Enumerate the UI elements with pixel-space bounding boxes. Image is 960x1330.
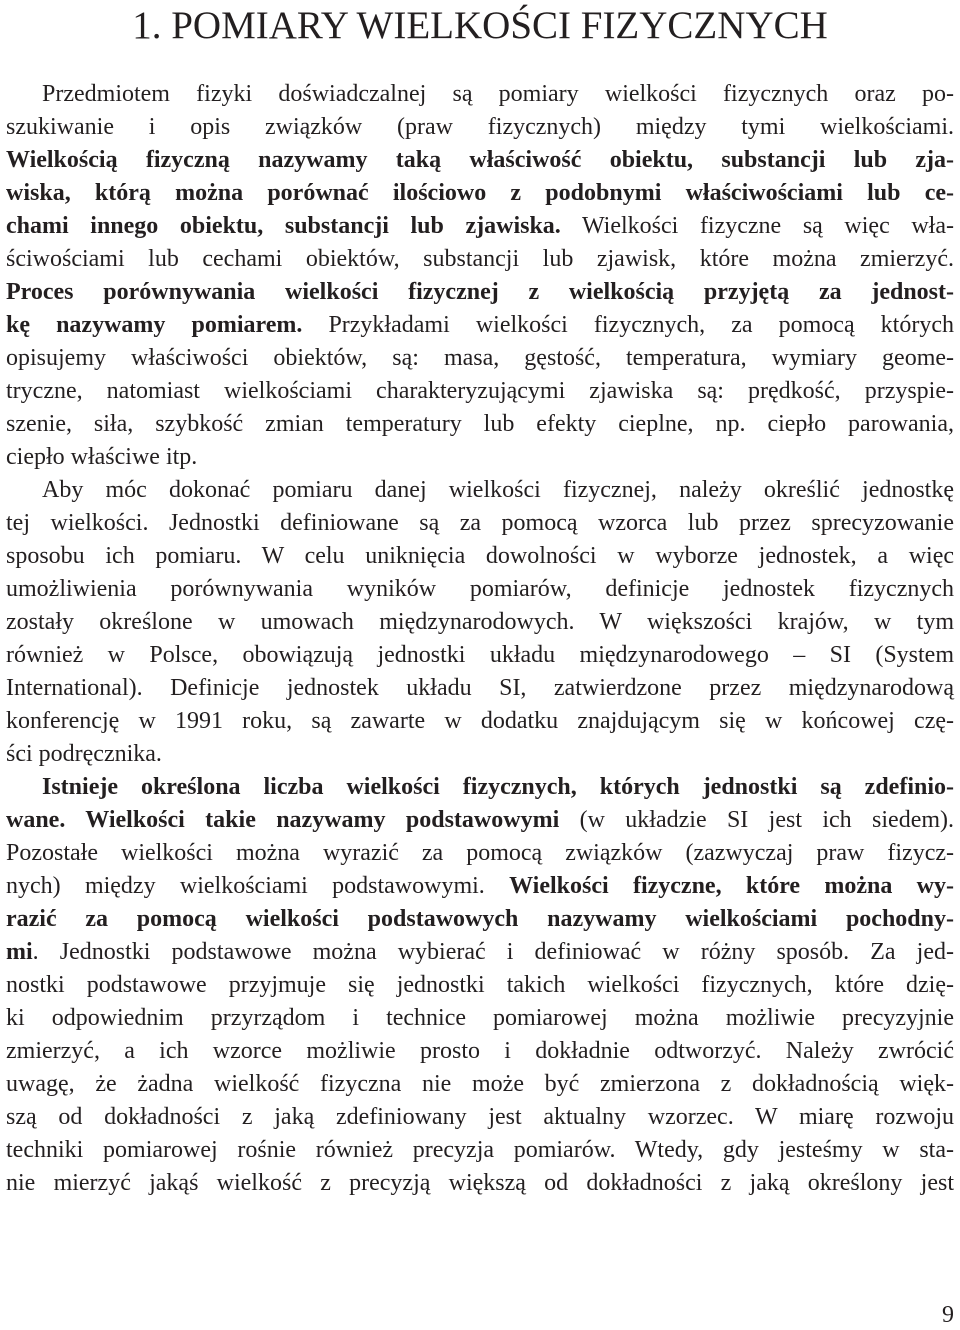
text-segment: (w układzie SI jest ich siedem). [559,807,955,833]
bold-text-segment: razić za pomocą wielkości podstawowych nazywamy wielkościami pochodny- [6,906,954,932]
text-line [6,672,954,705]
text-segment: ściwościami lub cechami obiektów, substancji lub zjawisk, które można zmierzyć. [6,246,954,272]
text-segment: szą od dokładności z jaką zdefiniowany jest aktualny wzorzec. W miarę rozwoju [6,1104,954,1130]
text-line [6,243,954,276]
bold-text-segment: wiska, którą można porównać ilościowo z podobnymi właściwościami lub ce- [6,180,954,206]
text-segment: Przykładami wielkości fizycznych, za pomocą których [302,312,954,338]
text-segment: również w Polsce, obowiązują jednostki układu międzynarodowego – SI (System [6,642,954,668]
text-line [6,309,954,342]
text-line [6,441,954,474]
text-line [6,210,954,243]
bold-text-segment: mi [6,939,33,965]
text-line [6,738,954,771]
text-line [6,1035,954,1068]
text-line [6,540,954,573]
text-line [6,837,954,870]
text-segment: Wielkości fizyczne są więc wła- [560,213,954,239]
text-segment: Pozostałe wielkości można wyrazić za pomocą związków (zazwyczaj praw fizycz- [6,840,954,866]
text-line [6,276,954,309]
text-line [6,111,954,144]
text-segment: ciepło właściwe itp. [6,444,198,470]
text-line [6,144,954,177]
text-segment: ki odpowiednim przyrządom i technice pomiarowej można możliwie precyzyjnie [6,1005,954,1031]
text-line [6,1002,954,1035]
text-segment: Przedmiotem fizyki doświadczalnej są pomiary wielkości fizycznych oraz po- [42,81,954,107]
bold-text-segment: Istnieje określona liczba wielkości fizycznych, których jednostki są zdefinio- [42,774,954,800]
text-segment: umożliwienia porównywania wyników pomiarów, definicje jednostek fizycznych [6,576,954,602]
text-line [6,1134,954,1167]
text-line [6,408,954,441]
text-segment: sposobu ich pomiaru. W celu uniknięcia dowolności w wyborze jednostek, a więc [6,543,954,569]
text-line [6,573,954,606]
text-line [6,507,954,540]
text-segment: zmierzyć, a ich wzorce możliwie prosto i dokładnie odtworzyć. Należy zwrócić [6,1038,954,1064]
text-line [6,375,954,408]
text-segment: opisujemy właściwości obiektów, są: masa, gęstość, temperatura, wymiary geome- [6,345,954,371]
bold-text-segment: wane. Wielkości takie nazywamy podstawowymi [6,807,560,833]
text-segment: nych) między wielkościami podstawowymi. [6,873,510,899]
body-text [6,78,954,1200]
text-line [6,903,954,936]
text-segment: szukiwanie i opis związków (praw fizycznych) między tymi wielkościami. [6,114,954,140]
text-line [6,705,954,738]
text-segment: tej wielkości. Jednostki definiowane są za pomocą wzorca lub przez sprecyzowanie [6,510,954,536]
text-segment: International). Definicje jednostek układu SI, zatwierdzone przez międzynarodową [6,675,954,701]
text-segment: . Jednostki podstawowe można wybierać i definiować w różny sposób. Za jed- [32,939,954,965]
bold-text-segment: kę nazywamy pomiarem. [6,312,303,338]
bold-text-segment: Wielkości fizyczne, które można wy- [509,873,954,899]
text-segment: szenie, siła, szybkość zmian temperatury lub efekty cieplne, np. ciepło parowania, [6,411,954,437]
page-number: 9 [942,1302,954,1328]
text-line [6,474,954,507]
text-line [6,870,954,903]
text-segment: tryczne, natomiast wielkościami charakteryzującymi zjawiska są: prędkość, przyspie- [6,378,954,404]
text-line [6,1068,954,1101]
text-segment: ści podręcznika. [6,741,162,767]
text-line [6,771,954,804]
text-segment: nostki podstawowe przyjmuje się jednostki takich wielkości fizycznych, które dzię- [6,972,954,998]
text-line [6,639,954,672]
text-line [6,936,954,969]
text-line [6,177,954,210]
text-segment: nie mierzyć jakąś wielkość z precyzją większą od dokładności z jaką określony jest [6,1170,954,1196]
text-line [6,342,954,375]
text-segment: konferencję w 1991 roku, są zawarte w dodatku znajdującym się w końcowej czę- [6,708,954,734]
text-line [6,1101,954,1134]
text-line [6,78,954,111]
bold-text-segment: chami innego obiektu, substancji lub zjawiska. [6,213,561,239]
text-segment: uwagę, że żadna wielkość fizyczna nie może być zmierzona z dokładnością więk- [6,1071,954,1097]
text-line [6,969,954,1002]
text-segment: Aby móc dokonać pomiaru danej wielkości fizycznej, należy określić jednostkę [42,477,954,503]
text-segment: techniki pomiarowej rośnie również precyzja pomiarów. Wtedy, gdy jesteśmy w sta- [6,1137,954,1163]
text-line [6,606,954,639]
text-line [6,804,954,837]
text-segment: zostały określone w umowach międzynarodowych. W większości krajów, w tym [6,609,954,635]
text-line [6,1167,954,1200]
chapter-title: 1. POMIARY WIELKOŚCI FIZYCZNYCH [132,4,828,47]
bold-text-segment: Proces porównywania wielkości fizycznej z wielkością przyjętą za jednost- [6,279,954,305]
bold-text-segment: Wielkością fizyczną nazywamy taką właściwość obiektu, substancji lub zja- [6,147,954,173]
